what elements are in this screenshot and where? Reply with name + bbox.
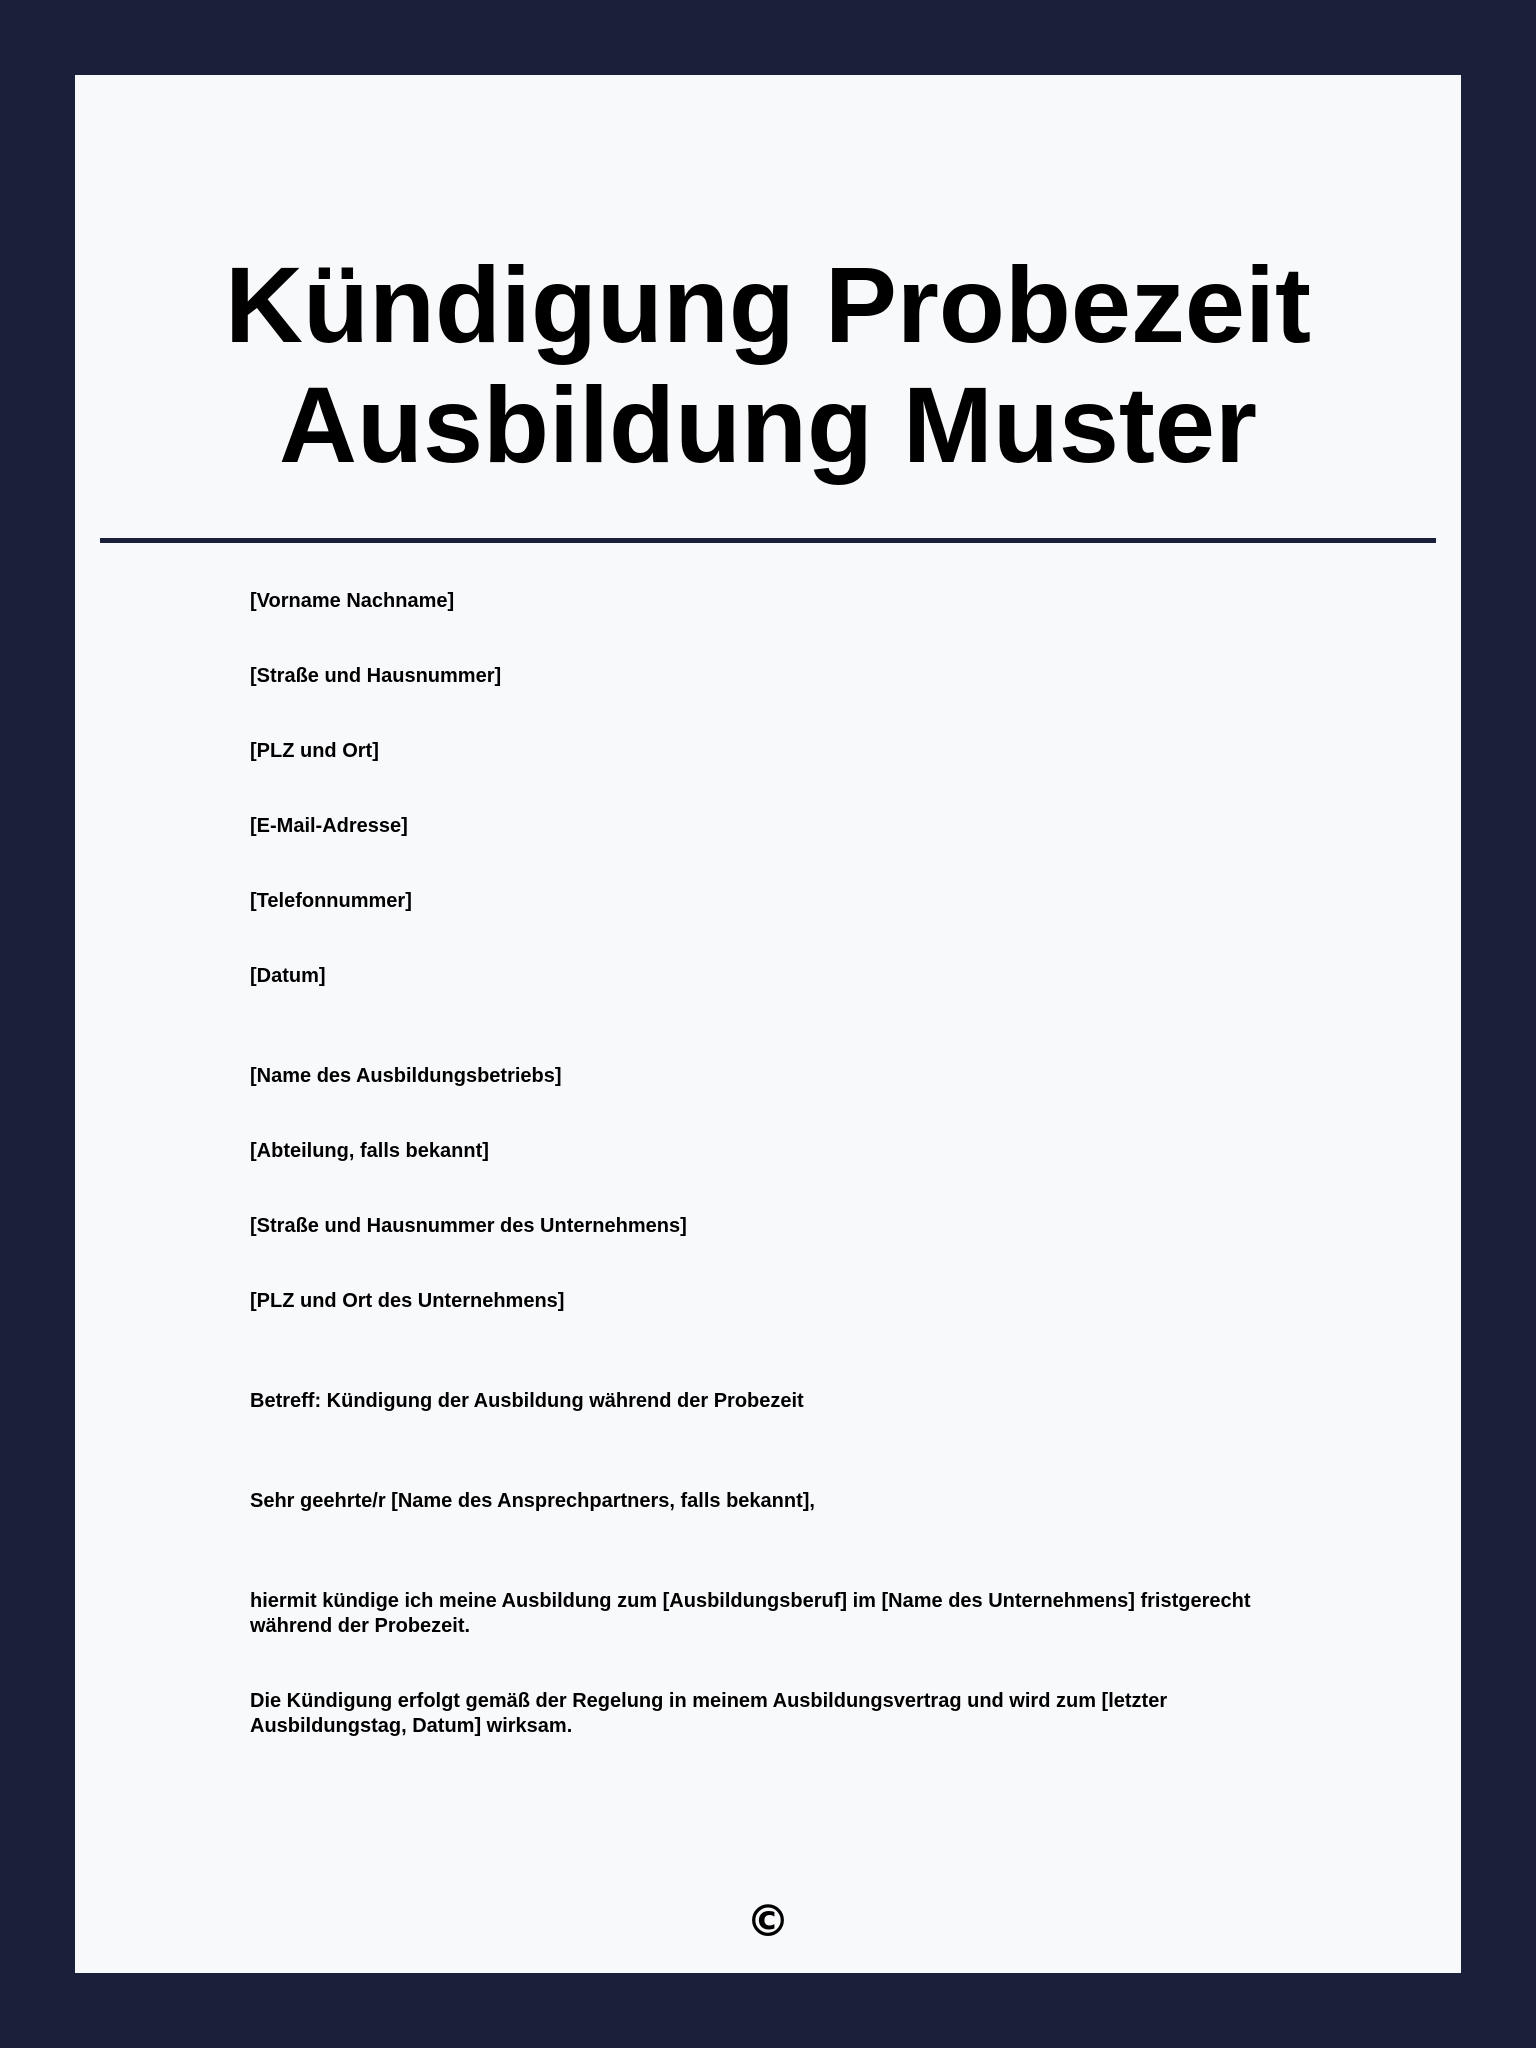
copyright-icon: © — [746, 1896, 790, 1947]
letter-date: [Datum] — [250, 965, 326, 987]
title-divider — [100, 538, 1436, 543]
letter-subject: Betreff: Kündigung der Ausbildung während der Probezeit — [250, 1390, 804, 1412]
letter-paragraph-1: hiermit kündige ich meine Ausbildung zum [Ausbildungsberuf] im [Name des Unternehmens] fristgerecht während der Probezeit. — [250, 1590, 1251, 1637]
sender-email: [E-Mail-Adresse] — [250, 815, 408, 837]
page-title — [75, 245, 1461, 485]
recipient-street: [Straße und Hausnummer des Unternehmens] — [250, 1215, 687, 1237]
title-line-1: Kündigung Probezeit — [225, 244, 1311, 365]
recipient-company: [Name des Ausbildungsbetriebs] — [250, 1065, 562, 1087]
sender-name: [Vorname Nachname] — [250, 590, 455, 612]
title-line-2: Ausbildung Muster — [279, 364, 1257, 485]
sender-city: [PLZ und Ort] — [250, 740, 379, 762]
letter-salutation: Sehr geehrte/r [Name des Ansprechpartners, falls bekannt], — [250, 1490, 815, 1512]
recipient-city: [PLZ und Ort des Unternehmens] — [250, 1290, 565, 1312]
document-page — [75, 75, 1461, 1973]
letter-paragraph-2: Die Kündigung erfolgt gemäß der Regelung in meinem Ausbildungsvertrag und wird zum [letzter Ausbildungstag, Datum] wirksam. — [250, 1690, 1168, 1737]
sender-phone: [Telefonnummer] — [250, 890, 412, 912]
recipient-department: [Abteilung, falls bekannt] — [250, 1140, 489, 1162]
sender-street: [Straße und Hausnummer] — [250, 665, 502, 687]
